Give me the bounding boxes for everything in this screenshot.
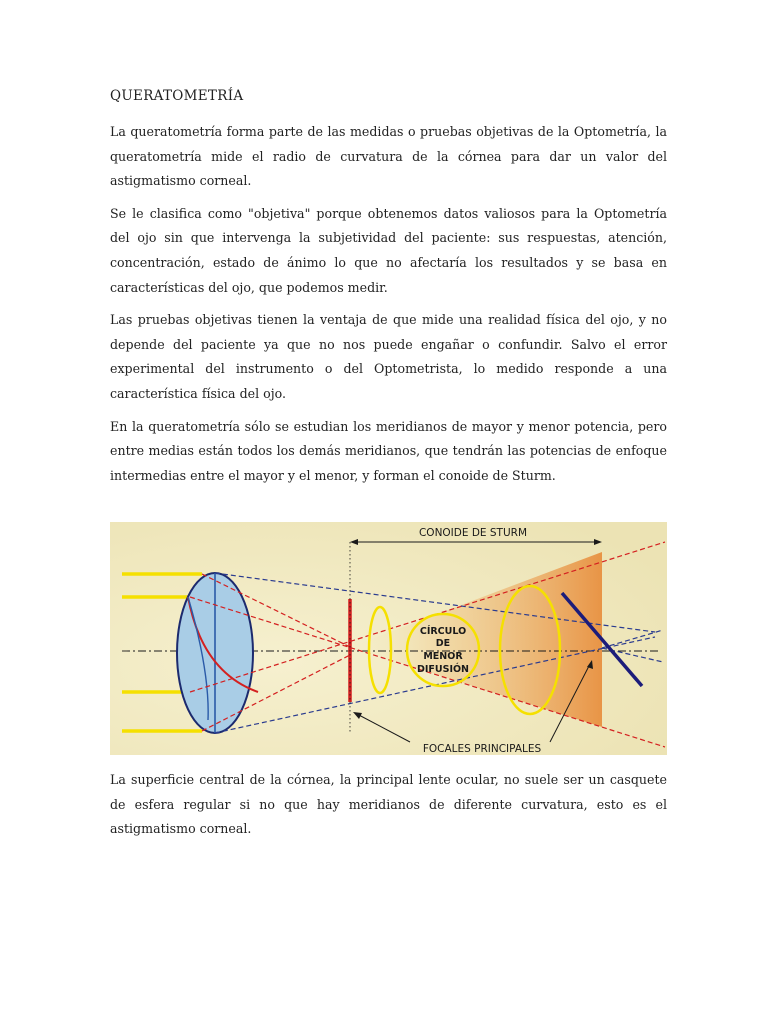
paragraph-4: En la queratometría sólo se estudian los meridianos de mayor y menor potencia, pero entre medias están todos los demás meridianos, que tendrán las potencias de enfoque intermedias entre el mayor y el menor, y forman el conoide de Sturm. (110, 418, 667, 483)
paragraph-2: Se le clasifica como "objetiva" porque obtenemos datos valiosos para la Optometría del ojo sin que intervenga la subjetividad del paciente: sus respuestas, atención, concentración, estado de ánimo lo que no afectaría los resultados y se basa en características del ojo, que podemos medir. (110, 205, 667, 295)
paragraph-1: La queratometría forma parte de las medidas o pruebas objetivas de la Optometría, la queratometría mide el radio de curvatura de la córnea para dar un valor del astigmatismo corneal. (110, 124, 667, 189)
document-page (110, 86, 667, 496)
document-continuation (110, 768, 667, 850)
circle-label-3: MENOR (423, 651, 463, 662)
circle-label-4: DIFUSIÓN (416, 664, 470, 675)
paragraph-5: La superficie central de la córnea, la principal lente ocular, no suele ser un casquete de esfera regular si no que hay meridianos de diferente curvatura, esto es el astigmatismo corneal. (110, 772, 667, 837)
paragraph-3: Las pruebas objetivas tienen la ventaja de que mide una realidad física del ojo, y no depende del paciente ya que no nos puede engañar o confundir. Salvo el error experimental del instrumento o del Optometrista, lo medido responde a una característica física del ojo. (110, 312, 667, 401)
focal-label: FOCALES PRINCIPALES (422, 743, 542, 755)
circle-label-2: DE (435, 638, 451, 649)
sturm-conoid-figure (110, 522, 667, 755)
circle-label-1: CÍRCULO (419, 626, 467, 637)
conoid-label: CONOIDE DE STURM (418, 527, 528, 539)
document-title: QUERATOMETRÍA (110, 88, 244, 104)
